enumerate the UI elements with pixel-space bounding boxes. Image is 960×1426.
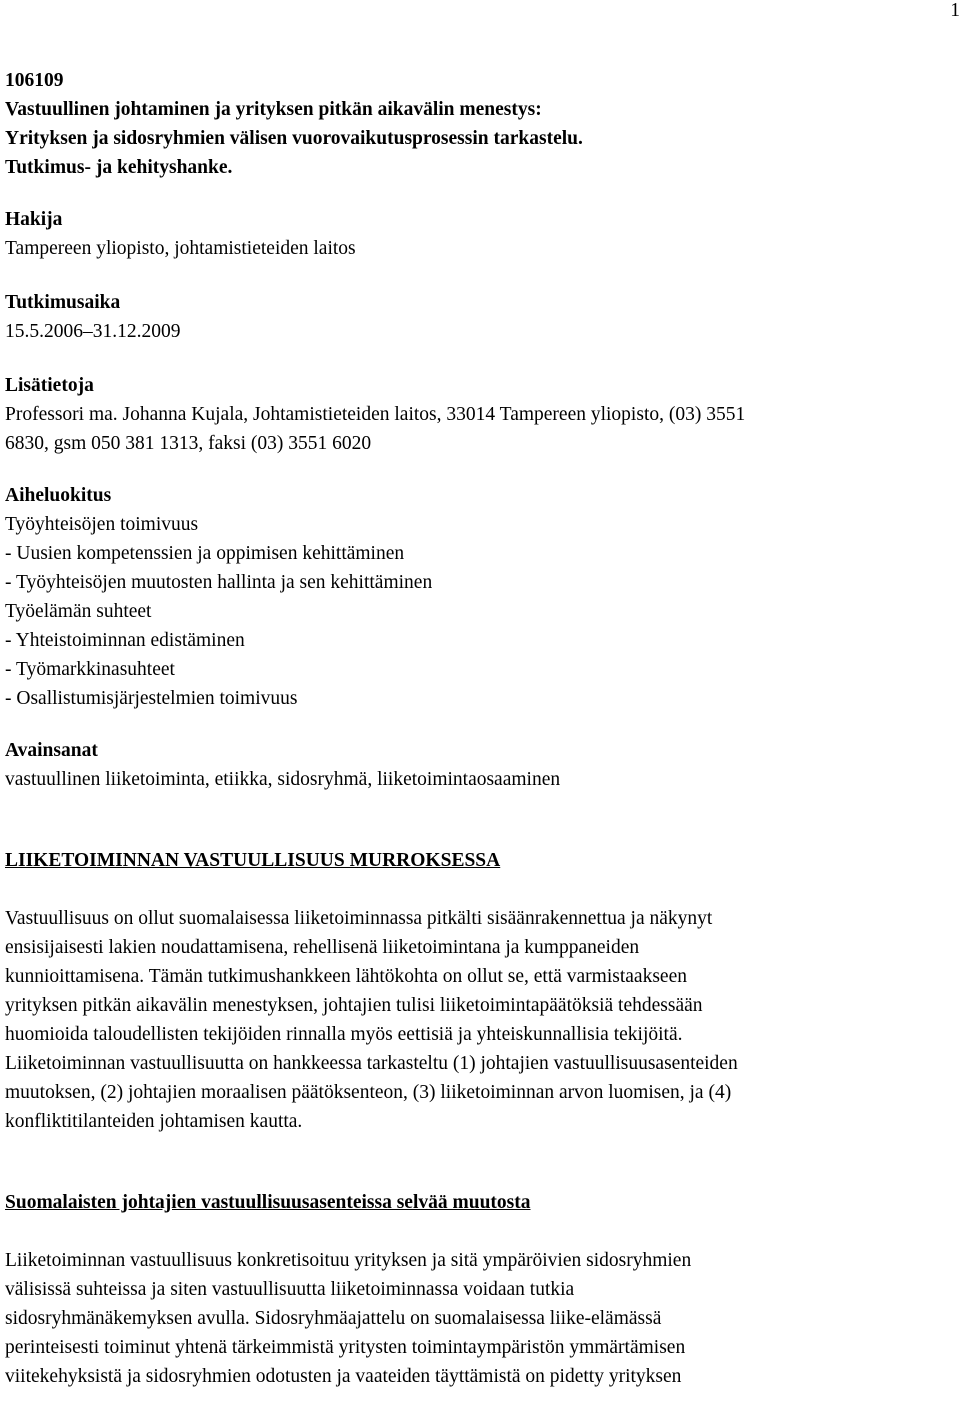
spacer [5, 1217, 955, 1246]
category-item: Työyhteisöjen toimivuus [5, 514, 199, 535]
paragraph-line: perinteisesti toiminut yhtenä tärkeimmistä yritysten toimintaympäristön ymmärtämisen [5, 1337, 686, 1358]
document-body [5, 66, 955, 1391]
category-item: Työelämän suhteet [5, 601, 152, 622]
spacer [5, 182, 955, 205]
applicant-heading: Hakija [5, 209, 63, 230]
paragraph-line: Liiketoiminnan vastuullisuus konkretisoituu yrityksen ja sitä ympäröivien sidosryhmien [5, 1250, 692, 1271]
project-title-line-3: Tutkimus- ja kehityshanke. [5, 157, 233, 178]
category-item: - Yhteistoiminnan edistäminen [5, 630, 245, 651]
paragraph-line: välisissä suhteissa ja siten vastuullisuutta liiketoiminnassa voidaan tutkia [5, 1279, 575, 1300]
spacer [5, 1136, 955, 1188]
category-item: - Työyhteisöjen muutosten hallinta ja sen kehittäminen [5, 572, 433, 593]
paragraph-line: sidosryhmänäkemyksen avulla. Sidosryhmäajattelu on suomalaisessa liike-elämässä [5, 1308, 662, 1329]
section-title-2: Suomalaisten johtajien vastuullisuusasenteissa selvää muutosta [5, 1192, 531, 1213]
spacer [5, 713, 955, 736]
spacer [5, 346, 955, 371]
contact-heading: Lisätietoja [5, 375, 94, 396]
paragraph-line: ensisijaisesti lakien noudattamisena, rehellisenä liiketoimintana ja kumppaneiden [5, 937, 640, 958]
contact-line-1: Professori ma. Johanna Kujala, Johtamistieteiden laitos, 33014 Tampereen yliopisto, (03) 3551 [5, 404, 746, 425]
paragraph-line: yrityksen pitkän aikavälin menestyksen, johtajien tulisi liiketoimintapäätöksiä tehdessään [5, 995, 703, 1016]
paragraph-line: kunnioittamisena. Tämän tutkimushankkeen lähtökohta on ollut se, että varmistaakseen [5, 966, 687, 987]
category-item: - Uusien kompetenssien ja oppimisen kehittäminen [5, 543, 405, 564]
project-title-line-1: Vastuullinen johtaminen ja yrityksen pitkän aikavälin menestys: [5, 99, 542, 120]
categories-heading: Aiheluokitus [5, 485, 112, 506]
category-item: - Osallistumisjärjestelmien toimivuus [5, 688, 298, 709]
spacer [5, 263, 955, 288]
period-value: 15.5.2006–31.12.2009 [5, 321, 181, 342]
page-number: 1 [950, 0, 960, 21]
paragraph-line: konfliktitilanteiden johtamisen kautta. [5, 1111, 303, 1132]
paragraph-line: Vastuullisuus on ollut suomalaisessa liiketoiminnassa pitkälti sisäänrakennettua ja näkynyt [5, 908, 713, 929]
paragraph-line: viitekehyksistä ja sidosryhmien odotusten ja vaateiden täyttämistä on pidetty yrityksen [5, 1366, 682, 1387]
project-title-line-2: Yrityksen ja sidosryhmien välisen vuorovaikutusprosessin tarkastelu. [5, 128, 583, 149]
keywords-value: vastuullinen liiketoiminta, etiikka, sidosryhmä, liiketoimintaosaaminen [5, 769, 561, 790]
period-heading: Tutkimusaika [5, 292, 121, 313]
keywords-heading: Avainsanat [5, 740, 98, 761]
paragraph-line: huomioida taloudellisten tekijöiden rinnalla myös eettisiä ja yhteiskunnallisia tekijöitä. [5, 1024, 683, 1045]
applicant-value: Tampereen yliopisto, johtamistieteiden laitos [5, 238, 356, 259]
spacer [5, 875, 955, 904]
paragraph-line: muutoksen, (2) johtajien moraalisen päätöksenteon, (3) liiketoiminnan arvon luomisen, ja (4) [5, 1082, 732, 1103]
project-id: 106109 [5, 70, 64, 91]
paragraph-line: Liiketoiminnan vastuullisuutta on hankkeessa tarkasteltu (1) johtajien vastuullisuusasenteiden [5, 1053, 738, 1074]
category-item: - Työmarkkinasuhteet [5, 659, 175, 680]
section-title-1: LIIKETOIMINNAN VASTUULLISUUS MURROKSESSA [5, 850, 501, 871]
spacer [5, 794, 955, 846]
contact-line-2: 6830, gsm 050 381 1313, faksi (03) 3551 6020 [5, 433, 372, 454]
spacer [5, 458, 955, 481]
